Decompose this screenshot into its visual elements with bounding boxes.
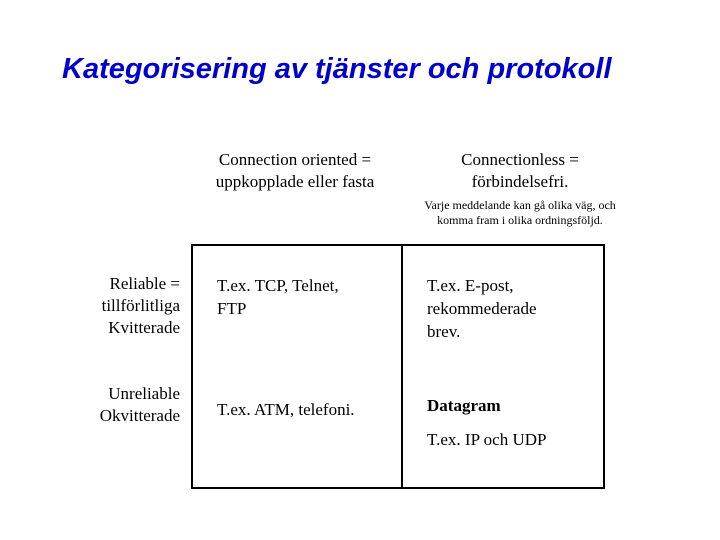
column-header-line: Connectionless = (461, 150, 579, 169)
connectionless-note (395, 198, 645, 228)
column-header-line: förbindelsefri. (471, 172, 569, 191)
cell-line: T.ex. IP och UDP (427, 430, 547, 449)
row-header-reliable (40, 273, 180, 339)
slide-title: Kategorisering av tjänster och protokoll (62, 53, 612, 85)
row-header-line: Reliable = (109, 274, 180, 293)
row-header-line: Okvitterade (99, 406, 180, 425)
cell-line: T.ex. TCP, Telnet, (217, 276, 339, 295)
cell-line: rekommederade (427, 299, 537, 318)
cell-line: T.ex. ATM, telefoni. (217, 400, 355, 419)
column-header-connectionless (410, 149, 630, 193)
grid-divider (401, 244, 403, 489)
row-header-unreliable (40, 383, 180, 427)
row-header-line: Kvitterade (108, 318, 180, 337)
cell-unreliable-connection-oriented (217, 398, 397, 421)
row-header-line: Unreliable (108, 384, 180, 403)
cell-line: T.ex. E-post, (427, 276, 514, 295)
cell-reliable-connectionless (427, 274, 597, 343)
column-header-line: Connection oriented = (218, 150, 372, 169)
cell-line: FTP (217, 299, 247, 318)
cell-line: brev. (427, 322, 461, 341)
column-header-connection-oriented (190, 149, 400, 193)
column-header-line: uppkopplade eller fasta (215, 172, 375, 191)
row-header-line: tillförlitliga (101, 296, 180, 315)
note-line: Varje meddelande kan gå olika väg, och (424, 198, 616, 212)
cell-reliable-connection-oriented (217, 274, 397, 320)
cell-heading: Datagram (427, 396, 501, 415)
note-line: komma fram i olika ordningsföljd. (437, 213, 603, 227)
cell-unreliable-connectionless (427, 394, 597, 451)
